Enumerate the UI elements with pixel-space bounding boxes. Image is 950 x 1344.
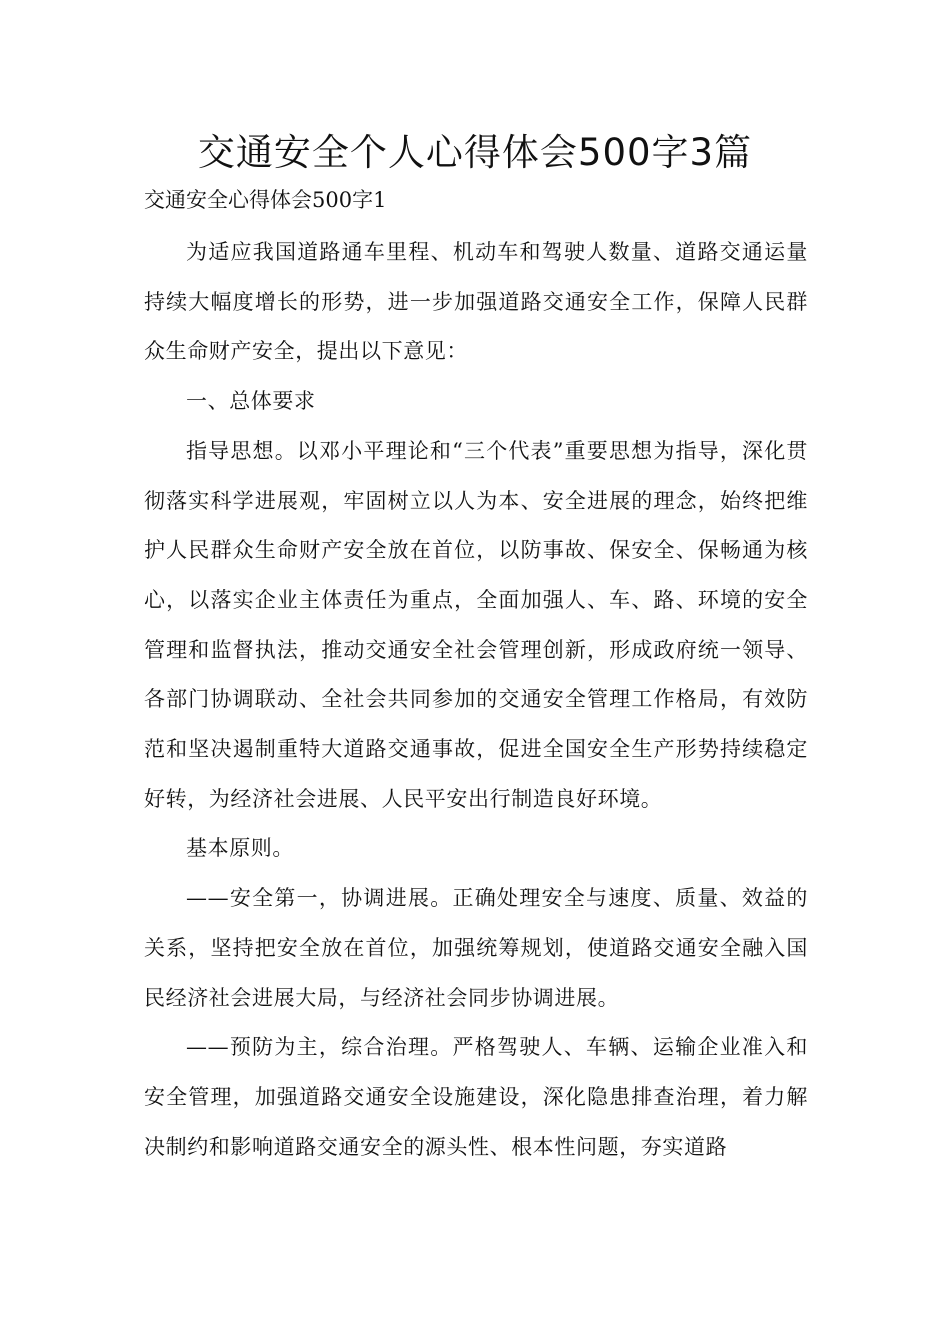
paragraph-basic-principles: 基本原则。 [186,836,294,861]
document-body [144,228,808,1172]
paragraph-prevention-first: ——预防为主，综合治理。严格驾驶人、车辆、运输企业准入和安全管理，加强道路交通安全设施建设，深化隐患排查治理，着力解决制约和影响道路交通安全的源头性、根本性问题，夯实道路 [144,1035,808,1159]
paragraph-safety-first: ——安全第一，协调进展。正确处理安全与速度、质量、效益的关系，坚持把安全放在首位，加强统筹规划，使道路交通安全融入国民经济社会进展大局，与经济社会同步协调进展。 [144,886,808,1010]
document-subtitle: 交通安全心得体会500字1 [144,188,387,212]
section-heading-general-requirements: 一、总体要求 [186,389,316,414]
paragraph-guiding-thought: 指导思想。以邓小平理论和“三个代表”重要思想为指导，深化贯彻落实科学进展观，牢固树立以人为本、安全进展的理念，始终把维护人民群众生命财产安全放在首位，以防事故、保安全、保畅通为核心，以落实企业主体责任为重点，全面加强人、车、路、环境的安全管理和监督执法，推动交通安全社会管理创新，形成政府统一领导、各部门协调联动、全社会共同参加的交通安全管理工作格局，有效防范和坚决遏制重特大道路交通事故，促进全国安全生产形势持续稳定好转，为经济社会进展、人民平安出行制造良好环境。 [144,438,808,811]
document-title: 交通安全个人心得体会500字3篇 [197,131,753,174]
paragraph-intro: 为适应我国道路通车里程、机动车和驾驶人数量、道路交通运量持续大幅度增长的形势，进一步加强道路交通安全工作，保障人民群众生命财产安全，提出以下意见： [144,240,808,364]
